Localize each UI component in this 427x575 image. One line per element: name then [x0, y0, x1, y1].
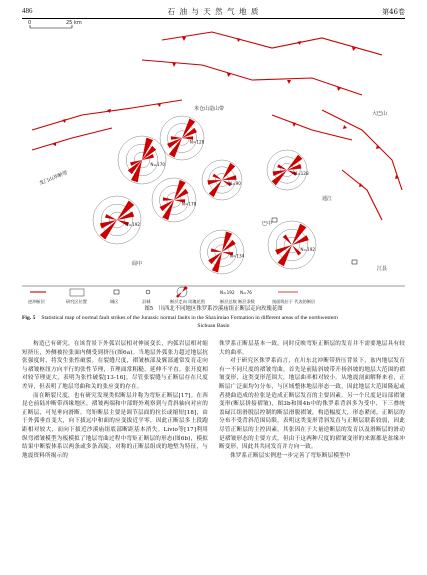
legend-thrust: 逆冲断层: [28, 299, 45, 304]
place-dabashan: 大巴山: [372, 111, 388, 117]
rose-count-label: N=178: [181, 201, 197, 207]
body-column-left: [22, 340, 208, 460]
page-header: [22, 5, 405, 19]
paragraph: 而在断裂尺度，也有研究发现类似断层并称为弯矩正断层[17]。在西昆仑前陆冲断带西缘地区，褶皱两端和中部野外观察到与背斜轴向对应的正断层，可见垂向滑断。弯矩断层主要是调节层面的拉长或缩短[18]，由于外弧垂直变大，向下拔远中和面的应变拔近平零，因此正断层多上段跑距相对较大，而向下拔近沙溪庙组底部断距基本消失。Livio等[17]利用纵弯褶皱模型为板模拟了地层弯曲过程中弯矩正断层的形态(图6b)，模拟结果中断裂体系以两条或多条高陡、对称的正断层组成的地堑为特征，与地震资料所揭示的: [22, 392, 208, 459]
legend-n1: N=192: [220, 290, 235, 295]
place-tongjiang: 通江: [322, 196, 333, 202]
town-marker: [272, 218, 277, 222]
legend-county: 县城: [142, 299, 151, 304]
place-longmenshan: 龙门山冲断带: [38, 170, 69, 187]
place-jiangxian: 江县: [377, 266, 388, 272]
fault-rose-map: [22, 20, 405, 308]
figure-caption-en: [22, 315, 405, 330]
legend-profile: 剖面线位于 代表的断层: [272, 299, 316, 304]
rose-count-label: N=90: [229, 181, 241, 186]
journal-title: 石 油 与 天 然 气 地 质: [167, 7, 260, 16]
figure-caption-zh: 图5 川西北不同地区侏罗系沙溪庙组正断层走向玫瑰花图: [144, 306, 283, 312]
legend-city: 城区: [110, 299, 119, 304]
scale-label: 25 km: [66, 20, 82, 26]
rose-count-label: N=134: [229, 253, 245, 259]
legend-count: 断层总数 断层条数: [220, 299, 255, 304]
body-column-right: [219, 340, 405, 460]
header-rule: [22, 18, 405, 19]
paragraph: 构造已有研究，在该背景下外弧岩层相对伸展变长，内弧岩层相对缩短挤压，外侧被拉张面内侧受到挤压(图6a)。当地层外弧张力超过地层抗张强度时，将发生张性破裂。在裂缝尺度，褶皱核部及翼部通常发育走向与褶皱枢纽方向平行的张性节理，节理面常粗糙，延伸不平直，张开度相对较节理更大，表明为张性破裂[13-16]。尽管张裂缝与正断层存在尺度差异，但表明了地层弯曲和关的张应变的存在。: [22, 341, 208, 390]
paragraph: 侏罗系正断层实例进一步完善了弯矩断层模型中: [230, 452, 351, 459]
rose-count-label: N=192: [300, 247, 316, 252]
town-marker: [352, 260, 357, 264]
figure-caption-en-text: Statistical map of normal fault strikes of the Jurassic normal faults in the Shaximiao Formation in different areas of the northwestern: [41, 315, 338, 321]
place-bazhong: 巴中: [262, 221, 273, 227]
paragraph: 对于研究区侏罗系而言，在川东北冲断带挤压背景下，盆内地层发育有一不同尺度的褶皱弯曲，首先是前陆斜坡带开扬斜坡的地层大范围的褶皱变形，这类变形范围大，地层曲率相对较小。从地震剖面解释来看，正断层广泛面均匀分布，与区域整体地层形态一致，因此地层大范围隆起或者挠曲造成的拉张是造成正断层发育的主要因素。另一个尺度是局部褶皱变形(断层拼接褶皱)，图3b和图4b中的侏罗系背斜多为受中、下三叠统盖碌江组滑脱层控制的断层滑脱褶皱，构造幅度大，形态紧闭，正断层的分布不受背斜范围局限，表明这类变形背斜发育与正断层联系较弱，因此尽管正断层的主控因素，其张因在于大量逆断层的发育以及滑断层的滑动是褶皱形态的主要方式。但由于这两种尺度的褶皱变形的来源都是盆缘冲断变形，因此其共同发育并方向一致。: [219, 358, 405, 451]
legend-rose: 断层走向 玫瑰花图: [170, 299, 205, 304]
volume-label: 第46卷: [382, 8, 405, 16]
page-number: 486: [22, 7, 33, 15]
rose-count-label: N=128: [294, 171, 309, 176]
place-langzhong: 阆中: [132, 261, 143, 267]
legend-n2: N=76: [240, 290, 252, 295]
figure-caption-en-line2: Sichuan Basin: [197, 322, 230, 329]
legend-study-area: 研究区位置: [66, 299, 87, 304]
rose-count-label: N=170: [150, 162, 166, 167]
place-micangshan: 米仓山造山带: [194, 106, 225, 112]
rose-count-label: N=192: [125, 222, 141, 227]
paragraph: 侏罗系正断层基本一致。同时反映弯矩正断层的发育并不需要地层具有较大的曲率。: [219, 341, 405, 356]
scale-zero: 0: [28, 20, 32, 26]
rose-count-label: N=128: [189, 139, 205, 145]
figure-number: Fig. 5: [22, 315, 36, 321]
